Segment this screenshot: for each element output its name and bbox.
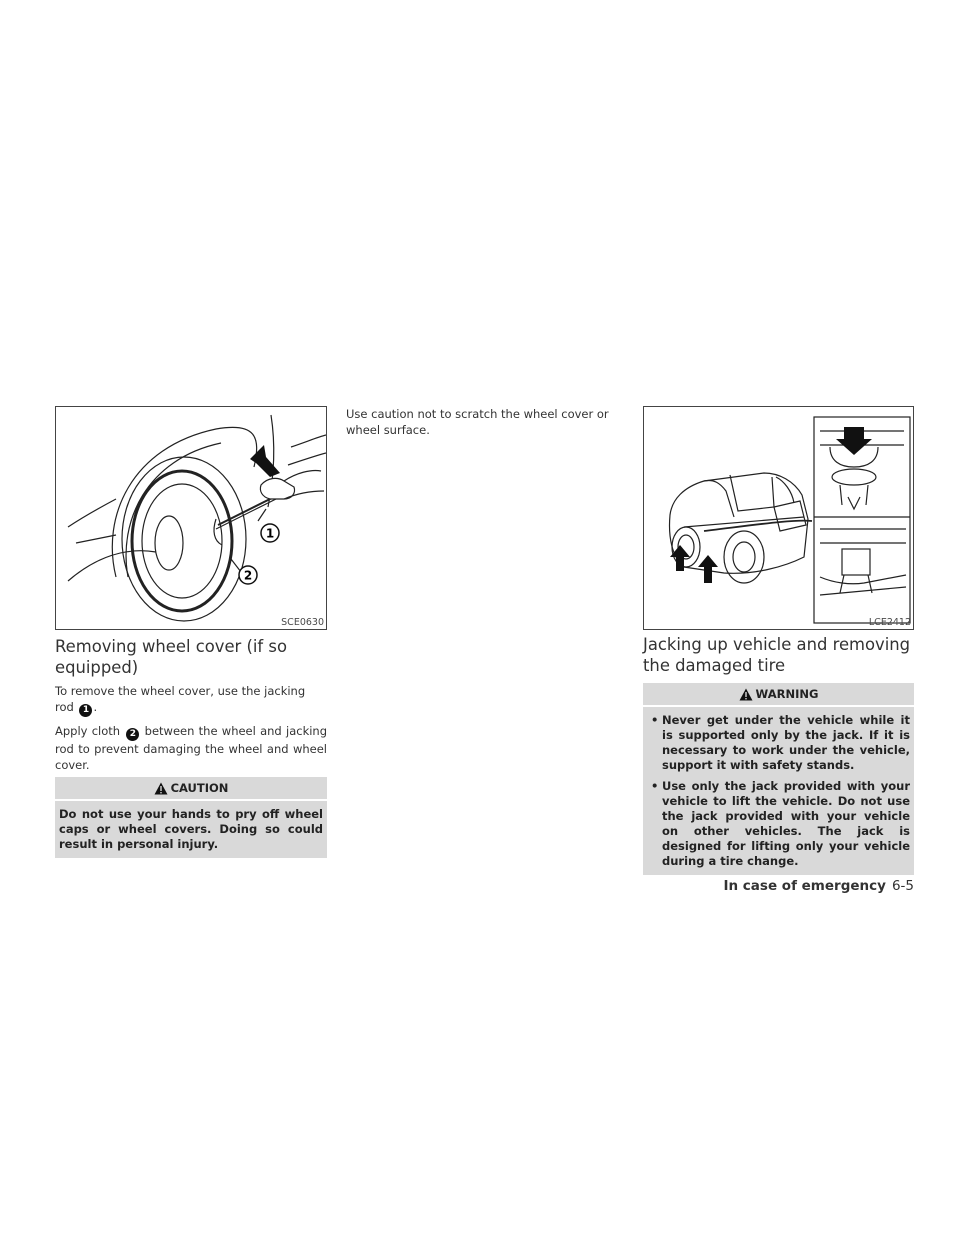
callout-1 <box>261 524 279 542</box>
warning-list <box>643 707 914 875</box>
warning-triangle-icon <box>739 688 753 701</box>
warning-box <box>643 683 914 875</box>
footer-section-title: In case of emergency <box>723 878 886 894</box>
figure-code-left: SCE0630 <box>281 617 324 628</box>
warning-header <box>643 683 914 707</box>
warning-item-text: Never get under the vehicle while it is supported only by the jack. If it is necessary to work under the vehicle, support it with safety stands. <box>662 713 910 772</box>
jacking-figure <box>643 406 914 630</box>
heading-removing-wheel-cover: Removing wheel cover (if so equipped) <box>55 637 287 677</box>
p2-end: between the wheel and jacking rod to prevent damaging the wheel and wheel cover. <box>55 724 328 772</box>
caution-box <box>55 777 327 858</box>
caution-text: Do not use your hands to pry off wheel caps or wheel covers. Doing so could result in personal injury. <box>59 807 323 851</box>
svg-text:1: 1 <box>265 526 275 541</box>
ref-2-icon: 2 <box>126 728 139 741</box>
p1-text: To remove the wheel cover, use the jacking rod <box>55 684 306 714</box>
bullet-icon: • <box>651 779 659 793</box>
wheel-cover-illustration <box>56 407 326 629</box>
paragraph-scratch-caution: Use caution not to scratch the wheel cover or wheel surface. <box>346 407 609 437</box>
bullet-icon: • <box>651 713 659 727</box>
svg-text:2: 2 <box>243 568 253 583</box>
warning-label: WARNING <box>755 687 819 701</box>
page-footer <box>723 878 914 894</box>
warning-item <box>647 713 910 773</box>
figure-code-right: LCE2412 <box>868 617 911 628</box>
ref-1-icon: 1 <box>79 704 92 717</box>
p2-start: Apply cloth <box>55 724 121 738</box>
paragraph-apply-cloth <box>55 723 327 773</box>
warning-triangle-icon <box>154 782 168 795</box>
callout-2 <box>239 566 257 584</box>
warning-item <box>647 779 910 869</box>
caution-header <box>55 777 327 801</box>
paragraph-remove-wheel-cover <box>55 683 327 717</box>
p1-end: . <box>93 700 98 714</box>
warning-item-text: Use only the jack provided with your vehicle to lift the vehicle. Do not use the jack provided with your vehicle on other vehicles. The jack is designed for lifting only your vehicle during a tire change. <box>662 779 910 868</box>
page-number: 6-5 <box>891 878 914 894</box>
heading-jacking-up-vehicle: Jacking up vehicle and removing the damaged tire <box>643 635 911 675</box>
wheel-cover-figure <box>55 406 327 630</box>
jacking-illustration <box>644 407 913 629</box>
caution-label: CAUTION <box>170 781 229 795</box>
